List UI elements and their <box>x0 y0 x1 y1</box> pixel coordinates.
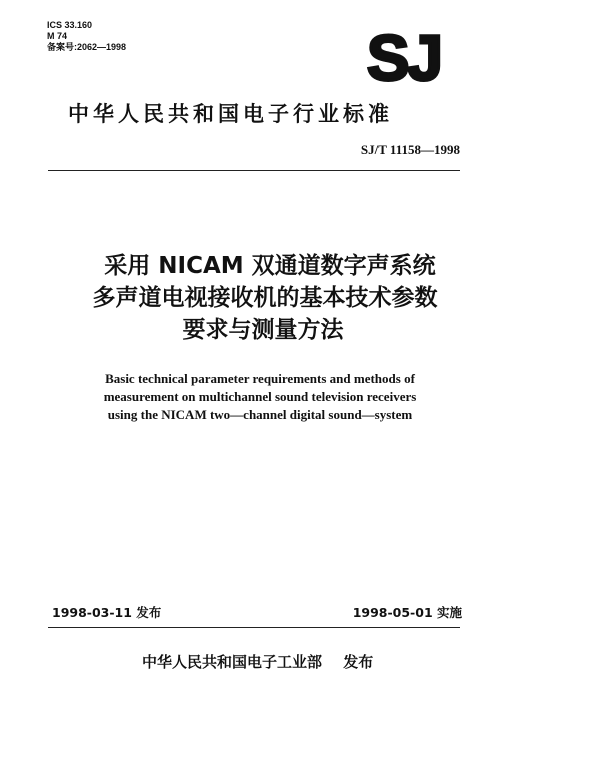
classification-block <box>47 20 126 53</box>
implementation-date: 1998-05-01 实施 <box>352 605 462 620</box>
ics-code: ICS 33.160 <box>47 20 93 30</box>
class-code: M 74 <box>47 31 68 41</box>
chinese-title <box>0 250 600 346</box>
english-title <box>0 370 520 424</box>
sj-logo <box>348 30 460 86</box>
top-divider <box>48 170 460 171</box>
release-date: 1998-03-11 发布 <box>52 605 162 620</box>
bottom-divider <box>48 627 460 628</box>
publisher-suffix: 发布 <box>343 653 374 671</box>
publisher-name: 中华人民共和国电子工业部 <box>142 653 323 671</box>
english-title-line-2: measurement on multichannel sound television receivers <box>103 389 417 404</box>
english-title-line-3: using the NICAM two—channel digital sound—system <box>107 407 413 422</box>
chinese-title-line-1: 采用 NICAM 双通道数字声系统 <box>104 253 436 279</box>
chinese-title-line-3: 要求与测量方法 <box>182 317 344 343</box>
chinese-title-line-2: 多声道电视接收机的基本技术参数 <box>92 285 438 311</box>
english-title-line-1: Basic technical parameter requirements and methods of <box>105 371 415 386</box>
publisher-line <box>142 651 373 672</box>
industry-standard-title: 中华人民共和国电子行业标准 <box>68 102 393 126</box>
standard-number: SJ/T 11158—1998 <box>360 142 460 157</box>
filing-number: 备案号:2062—1998 <box>47 42 127 52</box>
logo-text: SJ <box>366 30 442 86</box>
